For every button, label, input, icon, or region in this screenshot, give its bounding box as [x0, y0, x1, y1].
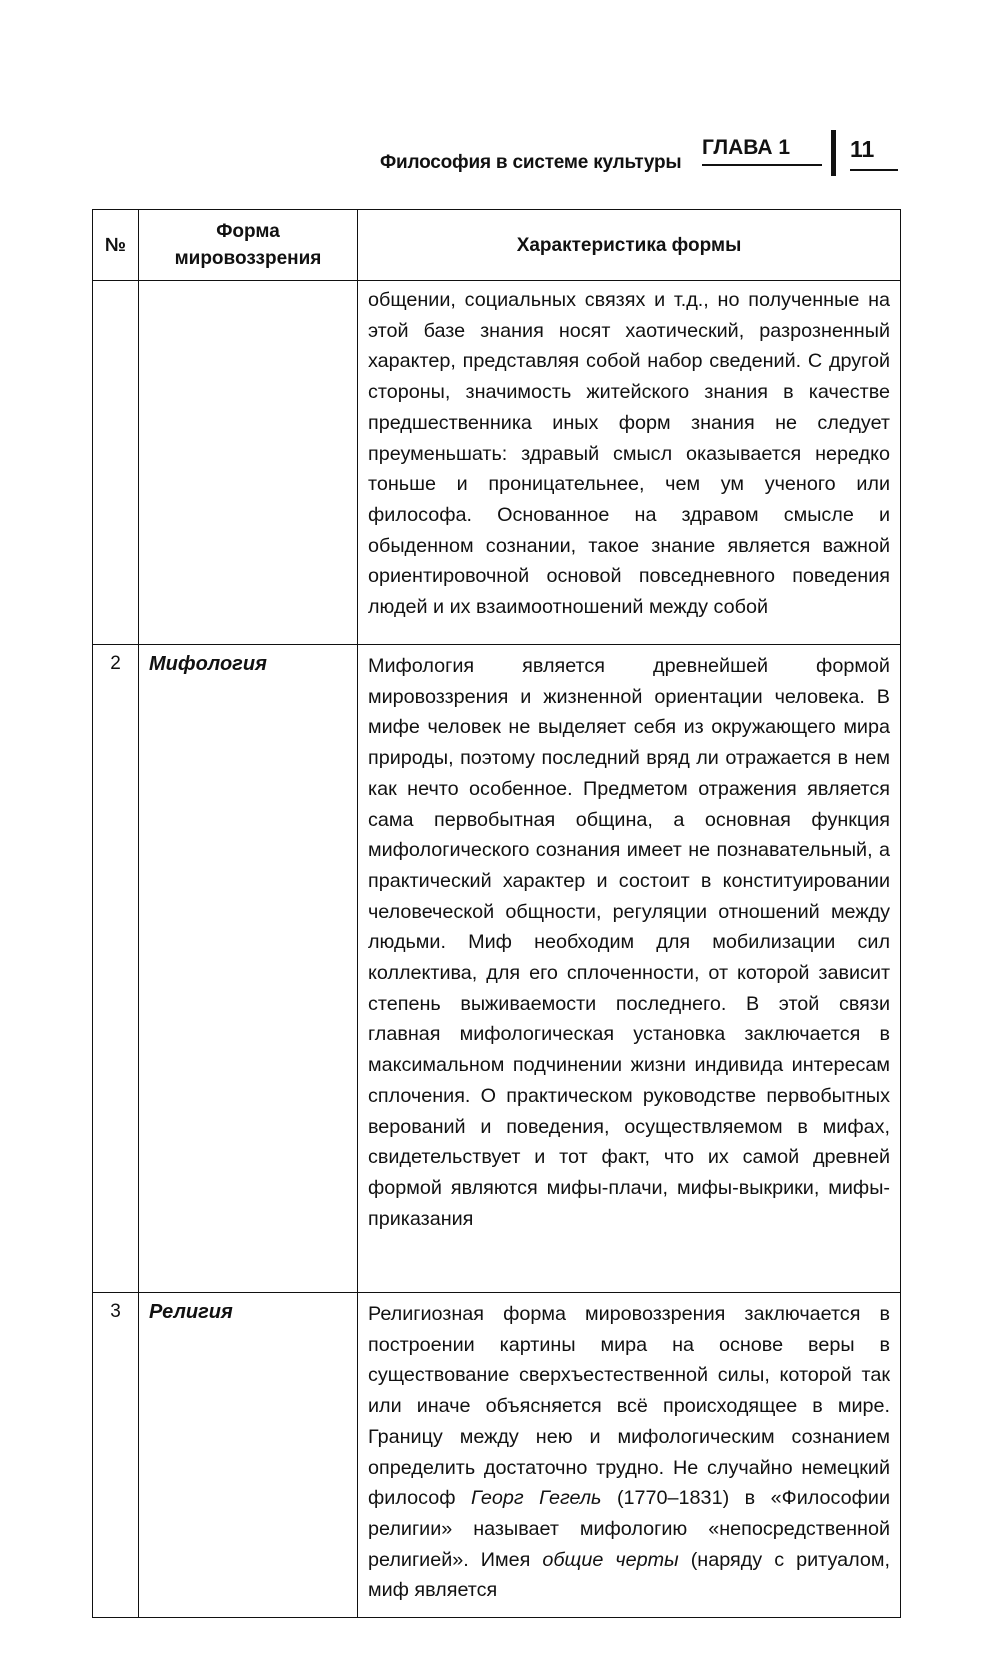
- header-form-text: Форма мировоззрения: [174, 221, 322, 269]
- page-number: 11: [850, 136, 898, 171]
- header-form: [139, 210, 358, 281]
- row-description: [358, 1293, 901, 1618]
- worldview-forms-table: [92, 209, 901, 1618]
- chapter-label: ГЛАВА 1: [702, 136, 822, 166]
- table-row-continuation: [93, 281, 901, 645]
- religion-text-part-3: (наряду с ритуалом, миф является: [368, 1548, 890, 1602]
- mythology-text: Мифология является древнейшей формой мировоззрения и жизненной ориентации человека. В мифе человек не выделяет себя из окружающего мира природы, поэтому последний вряд ли отражается в нем как нечто особенное. Предметом отражения является сама первобытная община, а основная функция мифологического сознания имеет не познавательный, а практический характер и состоит в конституировании человеческой общности, регуляции отношений между людьми. Миф необходим для мобилизации сил коллектива, для его сплоченности, от которой зависит степень выживаемости последнего. В этой связи главная мифологическая установка заключается в максимальном подчинении жизни индивида интересам сплочения. О практическом руководстве первобытных верований и поведения, осуществляемом в мифах, свидетельствует и тот факт, что их самой древней формой являются мифы-плачи, мифы-выкрики, мифы-приказания: [368, 655, 890, 1230]
- table-row-religion: [93, 1293, 901, 1618]
- running-head: [380, 128, 902, 184]
- header-description: Характеристика формы: [358, 210, 901, 281]
- religion-text: [368, 1299, 890, 1606]
- row-form: Мифология: [139, 645, 358, 1293]
- row-number: 2: [93, 645, 139, 1293]
- emphasis-text: общие черты: [542, 1548, 679, 1571]
- table-row-mythology: [93, 645, 901, 1293]
- row-description: [358, 281, 901, 645]
- row-number: 3: [93, 1293, 139, 1618]
- row-number: [93, 281, 139, 645]
- continuation-text: общении, социальных связях и т.д., но полученные на этой базе знания носят хаотический, разрозненный характер, представляя собой набор сведений. С другой стороны, значимость житейского знания в качестве предшественника иных форм знания не следует преуменьшать: здравый смысл оказывается нередко тоньше и проницательнее, чем ум ученого или философа. Основанное на здравом смысле и обыденном сознании, такое знание является важной ориентировочной основой повседневного поведения людей и их взаимоотношений между собой: [368, 289, 890, 619]
- row-description: [358, 645, 901, 1293]
- row-form: [139, 281, 358, 645]
- table-header-row: [93, 210, 901, 281]
- row-form: Религия: [139, 1293, 358, 1618]
- header-number: №: [93, 210, 139, 281]
- running-head-title: Философия в системе культуры: [380, 152, 682, 173]
- religion-text-part-1: Религиозная форма мировоззрения заключается в построении картины мира на основе веры в существование сверхъестественной силы, которой так или иначе объясняется всё происходящее в мире. Границу между нею и мифологическим сознанием определить достаточно трудно. Не случайно немецкий философ: [368, 1303, 890, 1510]
- philosopher-name: Георг Гегель: [470, 1487, 602, 1510]
- religion-text-part-2: (1770–1831) в «Философии религии» называет мифологию «непосредственной религией». Имея: [368, 1487, 890, 1571]
- running-head-divider: [831, 130, 836, 176]
